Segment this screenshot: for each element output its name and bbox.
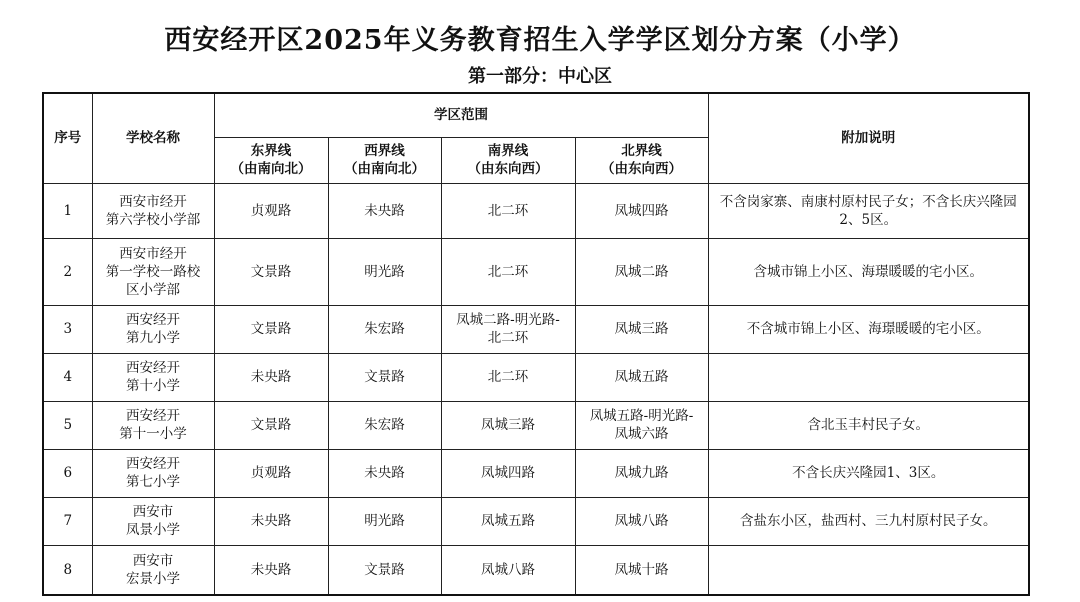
cell-east: 未央路 xyxy=(214,497,328,545)
section-subtitle: 第一部分：中心区 xyxy=(468,66,612,87)
cell-south: 凤城二路-明光路- 北二环 xyxy=(441,305,575,353)
cell-south: 北二环 xyxy=(441,353,575,401)
cell-index: 7 xyxy=(43,497,92,545)
cell-east: 贞观路 xyxy=(214,449,328,497)
cell-south: 北二环 xyxy=(441,238,575,305)
cell-north: 凤城二路 xyxy=(575,238,708,305)
table-row xyxy=(43,497,1029,545)
table-row xyxy=(43,449,1029,497)
cell-west: 朱宏路 xyxy=(328,305,441,353)
cell-note: 不含长庆兴隆园1、3区。 xyxy=(708,449,1029,497)
cell-north: 凤城十路 xyxy=(575,545,708,595)
cell-south: 北二环 xyxy=(441,183,575,238)
district-table xyxy=(42,92,1030,596)
header-range: 学区范围 xyxy=(214,93,708,137)
cell-east: 贞观路 xyxy=(214,183,328,238)
cell-school: 西安市经开 第一学校一路校 区小学部 xyxy=(92,238,214,305)
document-title: 西安经开区2025年义务教育招生入学学区划分方案（小学） xyxy=(164,25,916,56)
cell-east: 未央路 xyxy=(214,545,328,595)
cell-note: 含北玉丰村民子女。 xyxy=(708,401,1029,449)
cell-note: 含盐东小区，盐西村、三九村原村民子女。 xyxy=(708,497,1029,545)
cell-index: 6 xyxy=(43,449,92,497)
cell-note xyxy=(708,545,1029,595)
cell-north: 凤城四路 xyxy=(575,183,708,238)
cell-index: 1 xyxy=(43,183,92,238)
cell-west: 文景路 xyxy=(328,545,441,595)
cell-east: 文景路 xyxy=(214,238,328,305)
table-row xyxy=(43,545,1029,595)
cell-index: 8 xyxy=(43,545,92,595)
header-school: 学校名称 xyxy=(92,93,214,183)
cell-note: 不含城市锦上小区、海璟暖暖的宅小区。 xyxy=(708,305,1029,353)
cell-west: 未央路 xyxy=(328,183,441,238)
cell-south: 凤城四路 xyxy=(441,449,575,497)
cell-west: 文景路 xyxy=(328,353,441,401)
cell-south: 凤城八路 xyxy=(441,545,575,595)
header-west: 西界线 （由南向北） xyxy=(328,137,441,183)
cell-index: 3 xyxy=(43,305,92,353)
header-row xyxy=(43,93,1029,137)
cell-west: 明光路 xyxy=(328,497,441,545)
cell-index: 2 xyxy=(43,238,92,305)
table-row xyxy=(43,183,1029,238)
cell-school: 西安市 宏景小学 xyxy=(92,545,214,595)
cell-north: 凤城五路-明光路- 凤城六路 xyxy=(575,401,708,449)
cell-note: 含城市锦上小区、海璟暖暖的宅小区。 xyxy=(708,238,1029,305)
cell-west: 朱宏路 xyxy=(328,401,441,449)
cell-note: 不含岗家寨、南康村原村民子女；不含长庆兴隆园2、5区。 xyxy=(708,183,1029,238)
header-index: 序号 xyxy=(43,93,92,183)
cell-north: 凤城五路 xyxy=(575,353,708,401)
cell-north: 凤城九路 xyxy=(575,449,708,497)
table-row xyxy=(43,401,1029,449)
cell-index: 4 xyxy=(43,353,92,401)
cell-north: 凤城三路 xyxy=(575,305,708,353)
cell-school: 西安经开 第十一小学 xyxy=(92,401,214,449)
cell-north: 凤城八路 xyxy=(575,497,708,545)
cell-school: 西安经开 第七小学 xyxy=(92,449,214,497)
cell-south: 凤城三路 xyxy=(441,401,575,449)
cell-note xyxy=(708,353,1029,401)
table-row xyxy=(43,353,1029,401)
cell-school: 西安经开 第九小学 xyxy=(92,305,214,353)
cell-school: 西安经开 第十小学 xyxy=(92,353,214,401)
cell-index: 5 xyxy=(43,401,92,449)
cell-west: 明光路 xyxy=(328,238,441,305)
header-north: 北界线 （由东向西） xyxy=(575,137,708,183)
cell-west: 未央路 xyxy=(328,449,441,497)
cell-south: 凤城五路 xyxy=(441,497,575,545)
cell-school: 西安市经开 第六学校小学部 xyxy=(92,183,214,238)
header-east: 东界线 （由南向北） xyxy=(214,137,328,183)
table-row xyxy=(43,238,1029,305)
header-south: 南界线 （由东向西） xyxy=(441,137,575,183)
header-note: 附加说明 xyxy=(708,93,1029,183)
cell-east: 文景路 xyxy=(214,401,328,449)
cell-school: 西安市 凤景小学 xyxy=(92,497,214,545)
cell-east: 文景路 xyxy=(214,305,328,353)
table-row xyxy=(43,305,1029,353)
cell-east: 未央路 xyxy=(214,353,328,401)
